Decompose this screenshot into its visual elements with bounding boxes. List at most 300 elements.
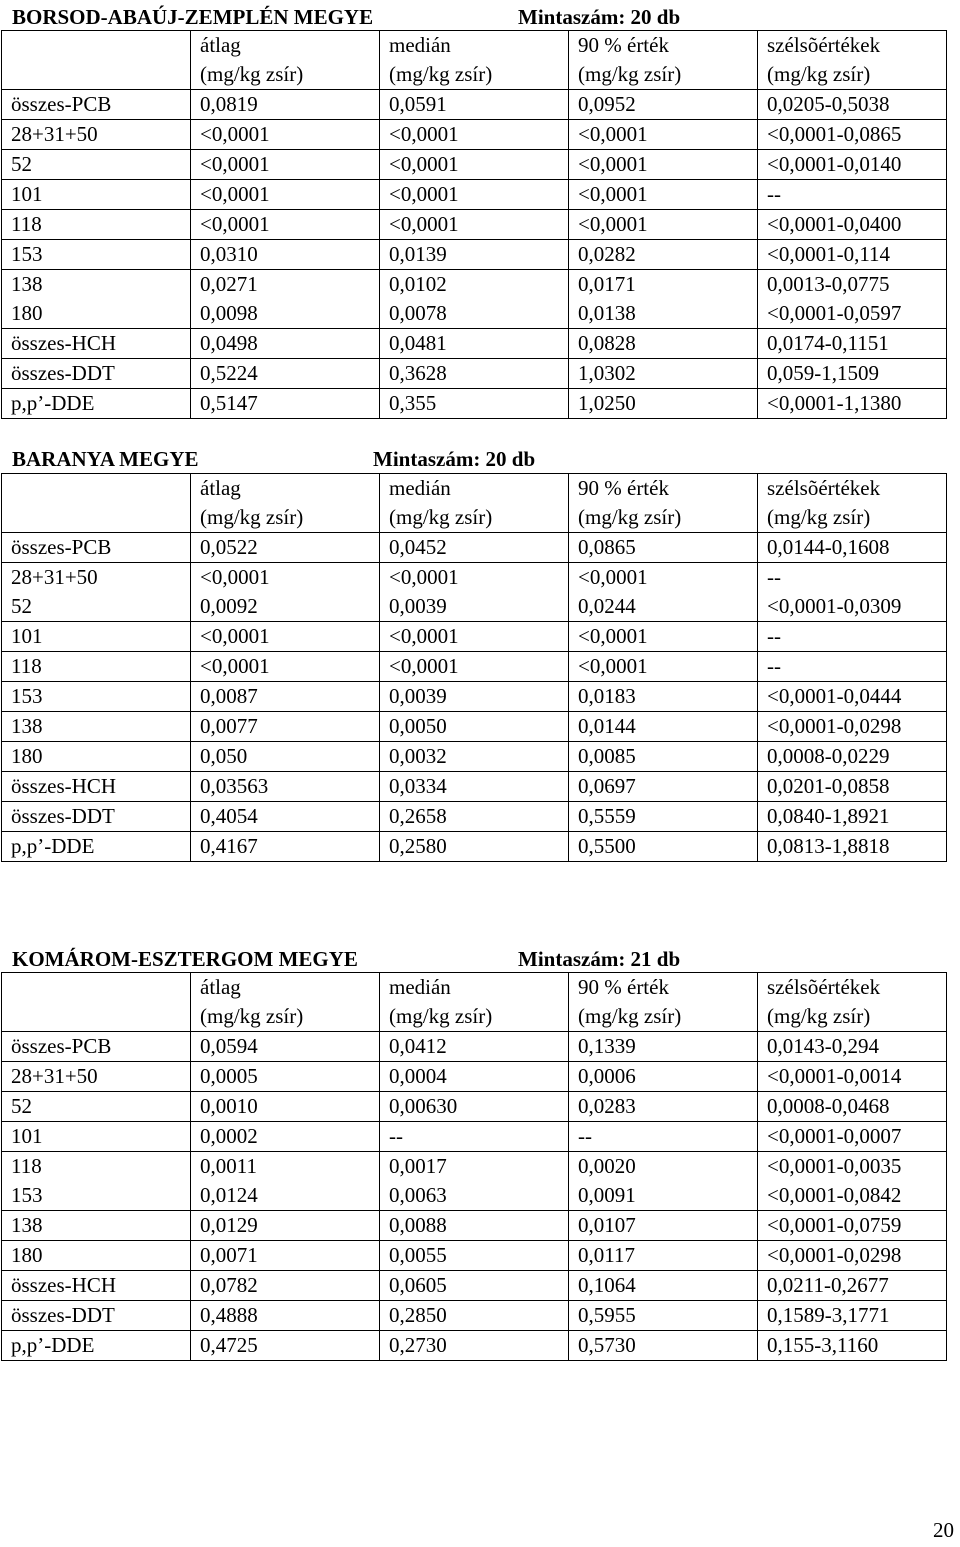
extremes-cell — [758, 270, 947, 329]
cell-value: 0,0008-0,0468 — [767, 1094, 890, 1118]
column-header-line: (mg/kg zsír) — [200, 505, 304, 529]
p90-cell — [569, 1122, 758, 1152]
analyte-cell — [2, 1301, 191, 1331]
column-header-line: (mg/kg zsír) — [578, 1004, 682, 1028]
cell-value: <0,0001 — [200, 565, 270, 589]
cell-value: <0,0001 — [200, 654, 270, 678]
cell-value: összes-DDT — [11, 804, 115, 828]
table-row — [2, 1152, 947, 1211]
cell-value: 1,0250 — [578, 391, 636, 415]
cell-value: 0,4888 — [200, 1303, 258, 1327]
extremes-cell — [758, 359, 947, 389]
table-row — [2, 712, 947, 742]
sample-count: Mintaszám: 21 db — [518, 947, 681, 971]
column-header-line: (mg/kg zsír) — [200, 62, 304, 86]
cell-value: 0,0522 — [200, 535, 258, 559]
cell-value: 0,0088 — [389, 1213, 447, 1237]
p90-cell — [569, 329, 758, 359]
cell-value: <0,0001-0,0014 — [767, 1064, 902, 1088]
p90-cell — [569, 1271, 758, 1301]
extremes-cell — [758, 832, 947, 862]
cell-value: 0,0039 — [389, 594, 447, 618]
cell-value: 0,0828 — [578, 331, 636, 355]
median-cell — [380, 533, 569, 563]
analyte-cell — [2, 712, 191, 742]
average-cell — [191, 1092, 380, 1122]
cell-value: -- — [767, 182, 781, 206]
cell-value: 0,155-3,1160 — [767, 1333, 879, 1357]
cell-value: <0,0001 — [389, 152, 459, 176]
analyte-cell — [2, 1152, 191, 1211]
cell-value: 0,0183 — [578, 684, 636, 708]
table-row — [2, 329, 947, 359]
cell-value: <0,0001 — [389, 654, 459, 678]
extremes-cell — [758, 1152, 947, 1211]
table-row — [2, 652, 947, 682]
p90-cell — [569, 832, 758, 862]
county-title: BARANYA MEGYE — [12, 447, 199, 471]
analyte-cell — [2, 1271, 191, 1301]
cell-value: 0,050 — [200, 744, 248, 768]
cell-value: 101 — [11, 624, 43, 648]
cell-value: 180 — [11, 1243, 43, 1267]
column-header-line: (mg/kg zsír) — [578, 62, 682, 86]
sample-count: Mintaszám: 20 db — [373, 447, 536, 471]
cell-value: 0,0071 — [200, 1243, 258, 1267]
cell-value: 0,0085 — [578, 744, 636, 768]
cell-value: <0,0001-0,0865 — [767, 122, 902, 146]
p90-cell — [569, 533, 758, 563]
table-row — [2, 210, 947, 240]
cell-value: 0,0013-0,0775 — [767, 272, 890, 296]
column-header-line: 90 % érték — [578, 975, 669, 999]
median-cell — [380, 210, 569, 240]
median-cell — [380, 389, 569, 419]
cell-value: 0,0050 — [389, 714, 447, 738]
column-header-line: (mg/kg zsír) — [389, 1004, 493, 1028]
cell-value: 0,0144-0,1608 — [767, 535, 890, 559]
p90-cell — [569, 1211, 758, 1241]
cell-value: 0,059-1,1509 — [767, 361, 879, 385]
cell-value: 153 — [11, 242, 43, 266]
cell-value: <0,0001 — [578, 122, 648, 146]
p90-cell — [569, 1241, 758, 1271]
p90-cell — [569, 150, 758, 180]
page-number: 20 — [933, 1518, 954, 1542]
results-table-borsod — [1, 30, 947, 419]
median-cell — [380, 1092, 569, 1122]
extremes-cell — [758, 240, 947, 270]
cell-value: 0,0078 — [389, 301, 447, 325]
cell-value: 0,0143-0,294 — [767, 1034, 879, 1058]
cell-value: 0,0205-0,5038 — [767, 92, 890, 116]
extremes-cell — [758, 150, 947, 180]
cell-value: 28+31+50 — [11, 565, 98, 589]
cell-value: 138 — [11, 272, 43, 296]
cell-value: <0,0001 — [578, 212, 648, 236]
cell-value: 0,0017 — [389, 1154, 447, 1178]
p90-cell — [569, 90, 758, 120]
extremes-cell — [758, 120, 947, 150]
cell-value: 0,0102 — [389, 272, 447, 296]
column-header-line: szélsõértékek — [767, 476, 881, 500]
extremes-cell — [758, 1331, 947, 1361]
cell-value: 0,5224 — [200, 361, 258, 385]
median-cell — [380, 270, 569, 329]
analyte-cell — [2, 652, 191, 682]
cell-value: <0,0001-0,0759 — [767, 1213, 902, 1237]
table-row — [2, 90, 947, 120]
table-row — [2, 1211, 947, 1241]
cell-value: <0,0001-0,0309 — [767, 594, 902, 618]
cell-value: 180 — [11, 301, 43, 325]
cell-value: 0,0452 — [389, 535, 447, 559]
p90-cell — [569, 1062, 758, 1092]
analyte-cell — [2, 1331, 191, 1361]
column-header-line: medián — [389, 476, 451, 500]
cell-value: 0,0813-1,8818 — [767, 834, 890, 858]
column-header-p90 — [569, 973, 758, 1032]
cell-value: 0,0840-1,8921 — [767, 804, 890, 828]
cell-value: 0,1064 — [578, 1273, 636, 1297]
cell-value: 0,0271 — [200, 272, 258, 296]
extremes-cell — [758, 180, 947, 210]
cell-value: 0,355 — [389, 391, 437, 415]
analyte-cell — [2, 90, 191, 120]
median-cell — [380, 240, 569, 270]
cell-value: összes-PCB — [11, 535, 112, 559]
cell-value: összes-HCH — [11, 331, 116, 355]
cell-value: 0,0283 — [578, 1094, 636, 1118]
cell-value: összes-PCB — [11, 1034, 112, 1058]
extremes-cell — [758, 802, 947, 832]
cell-value: 0,1589-3,1771 — [767, 1303, 890, 1327]
cell-value: p,p’-DDE — [11, 391, 95, 415]
p90-cell — [569, 772, 758, 802]
average-cell — [191, 240, 380, 270]
column-header-line: (mg/kg zsír) — [767, 1004, 871, 1028]
average-cell — [191, 533, 380, 563]
median-cell — [380, 652, 569, 682]
cell-value: <0,0001 — [389, 212, 459, 236]
cell-value: 0,0138 — [578, 301, 636, 325]
cell-value: 1,0302 — [578, 361, 636, 385]
column-header-line: (mg/kg zsír) — [578, 505, 682, 529]
cell-value: 0,0334 — [389, 774, 447, 798]
extremes-cell — [758, 682, 947, 712]
table-body — [2, 973, 947, 1361]
median-cell — [380, 359, 569, 389]
cell-value: <0,0001 — [200, 212, 270, 236]
column-header-atlag — [191, 474, 380, 533]
p90-cell — [569, 1032, 758, 1062]
cell-value: -- — [767, 565, 781, 589]
column-header-line: 90 % érték — [578, 33, 669, 57]
cell-value: 0,5500 — [578, 834, 636, 858]
cell-value: 0,03563 — [200, 774, 269, 798]
results-table-baranya — [1, 473, 947, 862]
cell-value: <0,0001 — [389, 624, 459, 648]
average-cell — [191, 180, 380, 210]
header-blank-cell — [2, 973, 191, 1032]
median-cell — [380, 1271, 569, 1301]
column-header-line: átlag — [200, 975, 241, 999]
analyte-cell — [2, 150, 191, 180]
cell-value: <0,0001-0,0007 — [767, 1124, 902, 1148]
extremes-cell — [758, 1271, 947, 1301]
cell-value: 0,0011 — [200, 1154, 257, 1178]
average-cell — [191, 742, 380, 772]
extremes-cell — [758, 622, 947, 652]
cell-value: 0,0098 — [200, 301, 258, 325]
analyte-cell — [2, 270, 191, 329]
cell-value: <0,0001 — [389, 182, 459, 206]
p90-cell — [569, 742, 758, 772]
column-header-median — [380, 474, 569, 533]
cell-value: 0,0139 — [389, 242, 447, 266]
analyte-cell — [2, 240, 191, 270]
cell-value: 0,5147 — [200, 391, 258, 415]
cell-value: 0,0002 — [200, 1124, 258, 1148]
cell-value: -- — [578, 1124, 592, 1148]
cell-value: 0,2658 — [389, 804, 447, 828]
extremes-cell — [758, 1211, 947, 1241]
average-cell — [191, 1271, 380, 1301]
cell-value: <0,0001 — [200, 122, 270, 146]
p90-cell — [569, 240, 758, 270]
analyte-cell — [2, 120, 191, 150]
table-row — [2, 359, 947, 389]
cell-value: összes-PCB — [11, 92, 112, 116]
cell-value: 0,0032 — [389, 744, 447, 768]
median-cell — [380, 150, 569, 180]
median-cell — [380, 1211, 569, 1241]
cell-value: 101 — [11, 1124, 43, 1148]
p90-cell — [569, 270, 758, 329]
column-header-line: (mg/kg zsír) — [389, 505, 493, 529]
average-cell — [191, 1331, 380, 1361]
table-row — [2, 772, 947, 802]
cell-value: 0,0819 — [200, 92, 258, 116]
table-body — [2, 474, 947, 862]
median-cell — [380, 120, 569, 150]
table-row — [2, 563, 947, 622]
median-cell — [380, 622, 569, 652]
average-cell — [191, 150, 380, 180]
cell-value: 180 — [11, 744, 43, 768]
table-row — [2, 742, 947, 772]
average-cell — [191, 682, 380, 712]
median-cell — [380, 1062, 569, 1092]
extremes-cell — [758, 1032, 947, 1062]
analyte-cell — [2, 329, 191, 359]
cell-value: 118 — [11, 654, 42, 678]
cell-value: 0,0006 — [578, 1064, 636, 1088]
analyte-cell — [2, 563, 191, 622]
header-blank-cell — [2, 31, 191, 90]
column-header-p90 — [569, 31, 758, 90]
cell-value: összes-DDT — [11, 1303, 115, 1327]
cell-value: 0,0077 — [200, 714, 258, 738]
column-header-line: szélsõértékek — [767, 33, 881, 57]
average-cell — [191, 270, 380, 329]
cell-value: 0,5559 — [578, 804, 636, 828]
extremes-cell — [758, 1122, 947, 1152]
median-cell — [380, 329, 569, 359]
header-row — [2, 31, 947, 90]
cell-value: 0,0039 — [389, 684, 447, 708]
cell-value: 0,0171 — [578, 272, 636, 296]
p90-cell — [569, 389, 758, 419]
cell-value: 0,0244 — [578, 594, 636, 618]
average-cell — [191, 1152, 380, 1211]
average-cell — [191, 1062, 380, 1092]
table-row — [2, 240, 947, 270]
cell-value: 101 — [11, 182, 43, 206]
table-row — [2, 1271, 947, 1301]
cell-value: 0,0144 — [578, 714, 636, 738]
extremes-cell — [758, 90, 947, 120]
cell-value: 0,4167 — [200, 834, 258, 858]
median-cell — [380, 802, 569, 832]
cell-value: 0,0063 — [389, 1183, 447, 1207]
column-header-line: (mg/kg zsír) — [389, 62, 493, 86]
column-header-line: szélsõértékek — [767, 975, 881, 999]
cell-value: 0,0174-0,1151 — [767, 331, 889, 355]
cell-value: <0,0001-0,0298 — [767, 1243, 902, 1267]
table-row — [2, 832, 947, 862]
p90-cell — [569, 180, 758, 210]
column-header-line: átlag — [200, 33, 241, 57]
cell-value: összes-HCH — [11, 774, 116, 798]
cell-value: <0,0001-0,0400 — [767, 212, 902, 236]
cell-value: 0,2850 — [389, 1303, 447, 1327]
median-cell — [380, 1152, 569, 1211]
cell-value: p,p’-DDE — [11, 1333, 95, 1357]
cell-value: 0,5730 — [578, 1333, 636, 1357]
cell-value: <0,0001 — [200, 624, 270, 648]
median-cell — [380, 1301, 569, 1331]
cell-value: 0,0010 — [200, 1094, 258, 1118]
average-cell — [191, 1241, 380, 1271]
analyte-cell — [2, 802, 191, 832]
median-cell — [380, 832, 569, 862]
average-cell — [191, 1032, 380, 1062]
column-header-line: 90 % érték — [578, 476, 669, 500]
extremes-cell — [758, 1301, 947, 1331]
county-title: BORSOD-ABAÚJ-ZEMPLÉN MEGYE — [12, 5, 374, 29]
cell-value: 0,4054 — [200, 804, 258, 828]
cell-value: 28+31+50 — [11, 122, 98, 146]
cell-value: <0,0001 — [578, 654, 648, 678]
extremes-cell — [758, 652, 947, 682]
cell-value: 0,0605 — [389, 1273, 447, 1297]
cell-value: 0,0201-0,0858 — [767, 774, 890, 798]
median-cell — [380, 712, 569, 742]
table-row — [2, 1331, 947, 1361]
analyte-cell — [2, 1062, 191, 1092]
header-row — [2, 474, 947, 533]
p90-cell — [569, 210, 758, 240]
median-cell — [380, 180, 569, 210]
average-cell — [191, 329, 380, 359]
p90-cell — [569, 1331, 758, 1361]
cell-value: 118 — [11, 1154, 42, 1178]
cell-value: 0,0005 — [200, 1064, 258, 1088]
analyte-cell — [2, 622, 191, 652]
cell-value: 153 — [11, 684, 43, 708]
cell-value: 52 — [11, 1094, 32, 1118]
extremes-cell — [758, 210, 947, 240]
header-row — [2, 973, 947, 1032]
analyte-cell — [2, 1032, 191, 1062]
cell-value: 52 — [11, 152, 32, 176]
median-cell — [380, 90, 569, 120]
p90-cell — [569, 1092, 758, 1122]
table-row — [2, 622, 947, 652]
cell-value: 0,4725 — [200, 1333, 258, 1357]
cell-value: 0,0124 — [200, 1183, 258, 1207]
extremes-cell — [758, 533, 947, 563]
cell-value: <0,0001-1,1380 — [767, 391, 902, 415]
cell-value: 0,0498 — [200, 331, 258, 355]
average-cell — [191, 389, 380, 419]
cell-value: 28+31+50 — [11, 1064, 98, 1088]
cell-value: 0,0282 — [578, 242, 636, 266]
p90-cell — [569, 1152, 758, 1211]
table-body — [2, 31, 947, 419]
cell-value: 0,0020 — [578, 1154, 636, 1178]
cell-value: 0,0129 — [200, 1213, 258, 1237]
cell-value: <0,0001-0,0298 — [767, 714, 902, 738]
average-cell — [191, 563, 380, 622]
cell-value: 0,0107 — [578, 1213, 636, 1237]
column-header-median — [380, 973, 569, 1032]
p90-cell — [569, 712, 758, 742]
average-cell — [191, 1122, 380, 1152]
cell-value: 0,00630 — [389, 1094, 458, 1118]
analyte-cell — [2, 1211, 191, 1241]
extremes-cell — [758, 1062, 947, 1092]
cell-value: p,p’-DDE — [11, 834, 95, 858]
table-row — [2, 180, 947, 210]
table-row — [2, 1301, 947, 1331]
cell-value: 138 — [11, 1213, 43, 1237]
cell-value: 0,0092 — [200, 594, 258, 618]
median-cell — [380, 682, 569, 712]
cell-value: 0,0697 — [578, 774, 636, 798]
sample-count: Mintaszám: 20 db — [518, 5, 681, 29]
table-row — [2, 1241, 947, 1271]
extremes-cell — [758, 712, 947, 742]
table-row — [2, 1062, 947, 1092]
table-row — [2, 120, 947, 150]
analyte-cell — [2, 832, 191, 862]
cell-value: <0,0001 — [389, 565, 459, 589]
cell-value: <0,0001-0,114 — [767, 242, 891, 266]
cell-value: <0,0001-0,0140 — [767, 152, 902, 176]
column-header-line: (mg/kg zsír) — [767, 62, 871, 86]
average-cell — [191, 1301, 380, 1331]
analyte-cell — [2, 1122, 191, 1152]
median-cell — [380, 772, 569, 802]
table-row — [2, 1092, 947, 1122]
analyte-cell — [2, 682, 191, 712]
cell-value: 0,0952 — [578, 92, 636, 116]
cell-value: 0,1339 — [578, 1034, 636, 1058]
results-table-komarom — [1, 972, 947, 1361]
cell-value: <0,0001 — [389, 122, 459, 146]
